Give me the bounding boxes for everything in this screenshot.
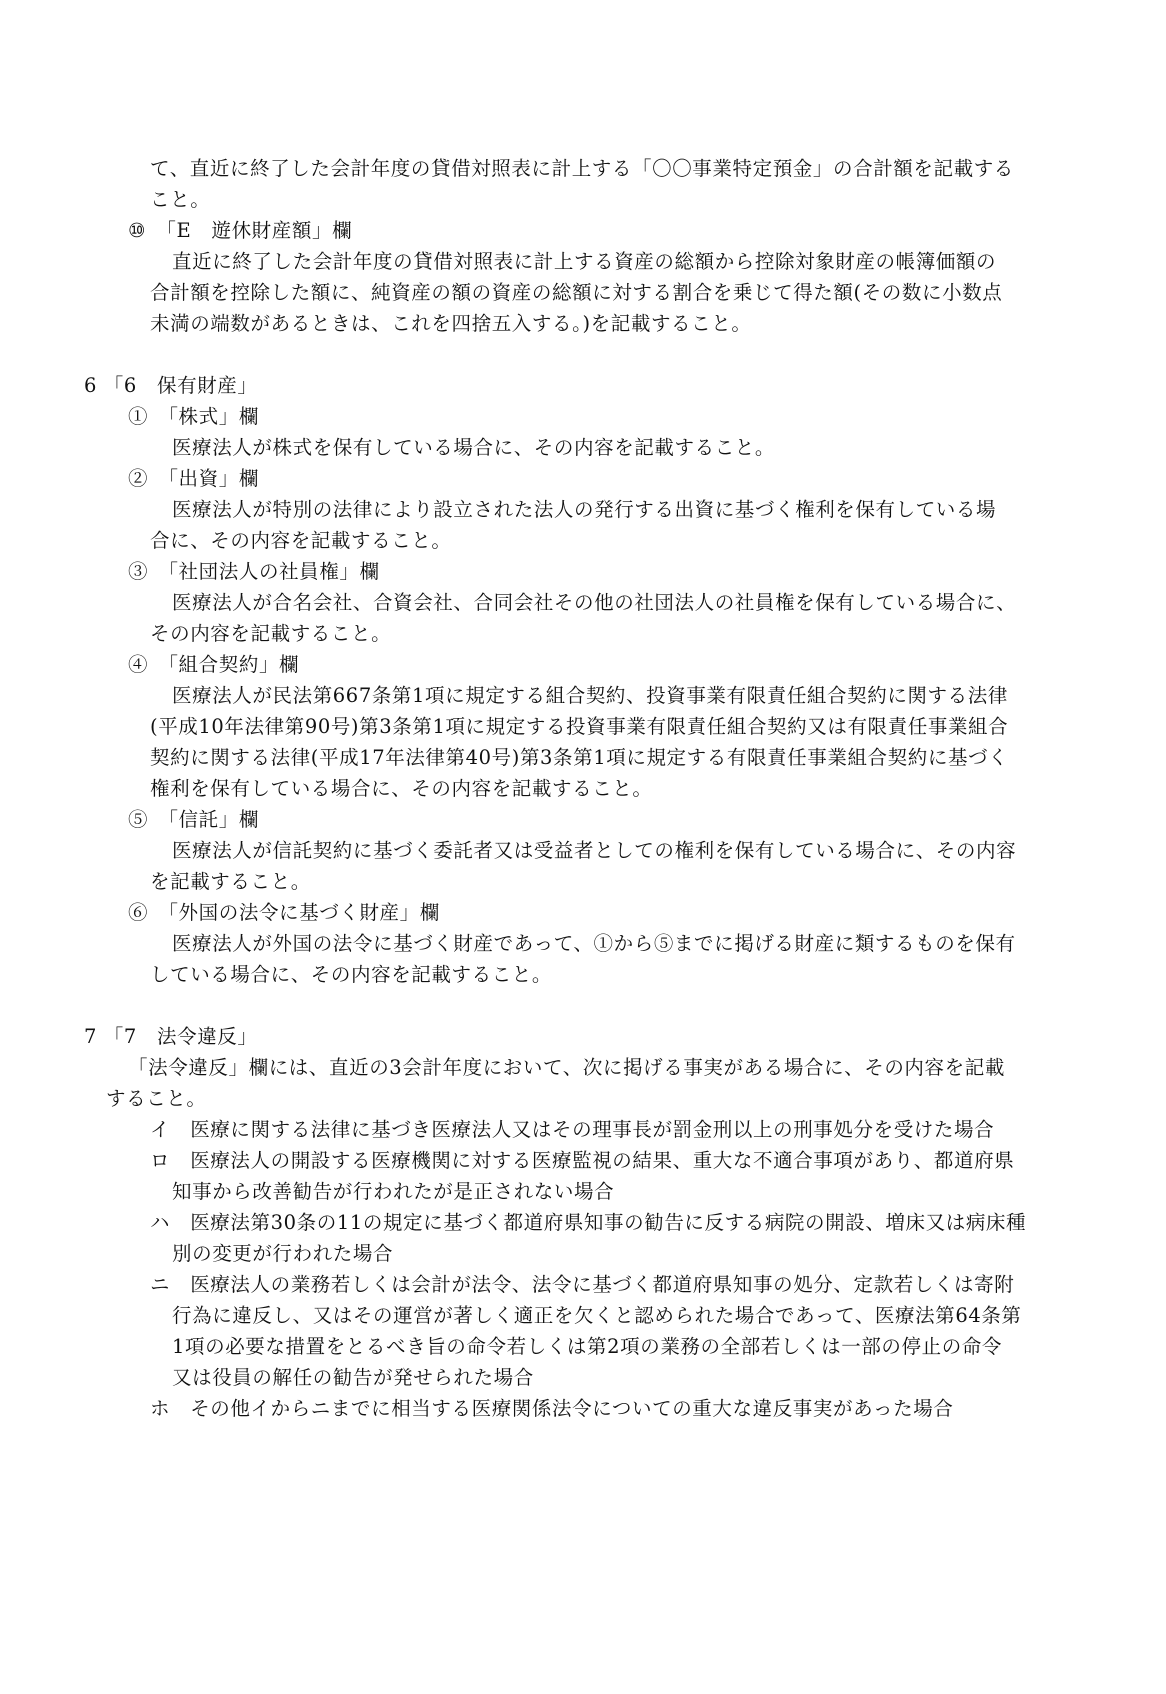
text-line: している場合に、その内容を記載すること。 [150,963,553,986]
text-line: を記載すること。 [150,870,311,893]
list-item: ニ 医療法人の業務若しくは会計が法令、法令に基づく都道府県知事の処分、定款若しくは寄附 [150,1273,1015,1296]
text-line: 「法令違反」欄には、直近の3会計年度において、次に掲げる事実がある場合に、その内容を記載 [128,1056,1005,1079]
section-heading: 6 「6 保有財産」 [84,374,258,397]
text-line: 合計額を控除した額に、純資産の額の資産の総額に対する割合を乗じて得た額(その数に小数点 [150,281,1003,304]
text-line: (平成10年法律第90号)第3条第1項に規定する投資事業有限責任組合契約又は有限責任事業組合 [150,715,1009,738]
text-line: 医療法人が合名会社、合資会社、合同会社その他の社団法人の社員権を保有している場合に、 [172,591,1017,614]
text-line: 1項の必要な措置をとるべき旨の命令若しくは第2項の業務の全部若しくは一部の停止の命令 [172,1335,1003,1358]
text-line: 知事から改善勧告が行われたが是正されない場合 [172,1180,615,1203]
text-line: 医療法人が外国の法令に基づく財産であって、①から⑤までに掲げる財産に類するものを保有 [172,932,1016,955]
text-line: 医療法人が信託契約に基づく委託者又は受益者としての権利を保有している場合に、その内容 [172,839,1017,862]
list-item: イ 医療に関する法律に基づき医療法人又はその理事長が罰金刑以上の刑事処分を受けた場合 [150,1118,995,1141]
text-line: すること。 [106,1087,207,1110]
text-line: 別の変更が行われた場合 [172,1242,394,1265]
text-line: 権利を保有している場合に、その内容を記載すること。 [150,777,653,800]
text-line: 医療法人が民法第667条第1項に規定する組合契約、投資事業有限責任組合契約に関する法律 [172,684,1008,707]
text-line: 契約に関する法律(平成17年法律第40号)第3条第1項に規定する有限責任事業組合契約に基づく [150,746,1009,769]
list-item: ホ その他イからニまでに相当する医療関係法令についての重大な違反事実があった場合 [150,1397,954,1420]
text-line: 医療法人が株式を保有している場合に、その内容を記載すること。 [172,436,776,459]
item-heading: ⑤ 「信託」欄 [128,808,259,831]
text-line: 又は役員の解任の勧告が発せられた場合 [172,1366,534,1389]
text-line: 行為に違反し、又はその運営が著しく適正を欠くと認められた場合であって、医療法第64条第 [172,1304,1022,1327]
item-heading: ③ 「社団法人の社員権」欄 [128,560,380,583]
item-heading: ⑥ 「外国の法令に基づく財産」欄 [128,901,440,924]
text-line: 直近に終了した会計年度の貸借対照表に計上する資産の総額から控除対象財産の帳簿価額の [172,250,997,273]
text-line: こと。 [150,188,211,211]
list-item: ハ 医療法第30条の11の規定に基づく都道府県知事の勧告に反する病院の開設、増床又は病床種 [150,1211,1027,1234]
item-heading: ① 「株式」欄 [128,405,259,428]
item-heading: ④ 「組合契約」欄 [128,653,300,676]
list-item: ロ 医療法人の開設する医療機関に対する医療監視の結果、重大な不適合事項があり、都道府県 [150,1149,1015,1172]
text-line: 未満の端数があるときは、これを四捨五入する。)を記載すること。 [150,312,752,335]
text-line: その内容を記載すること。 [150,622,392,645]
text-line: 医療法人が特別の法律により設立された法人の発行する出資に基づく権利を保有している場 [172,498,997,521]
text-line: 合に、その内容を記載すること。 [150,529,452,552]
section-heading: 7 「7 法令違反」 [84,1025,258,1048]
text-line: て、直近に終了した会計年度の貸借対照表に計上する「〇〇事業特定預金」の合計額を記載する [150,157,1014,180]
item-heading: ⑩ 「E 遊休財産額」欄 [128,219,353,242]
item-heading: ② 「出資」欄 [128,467,259,490]
